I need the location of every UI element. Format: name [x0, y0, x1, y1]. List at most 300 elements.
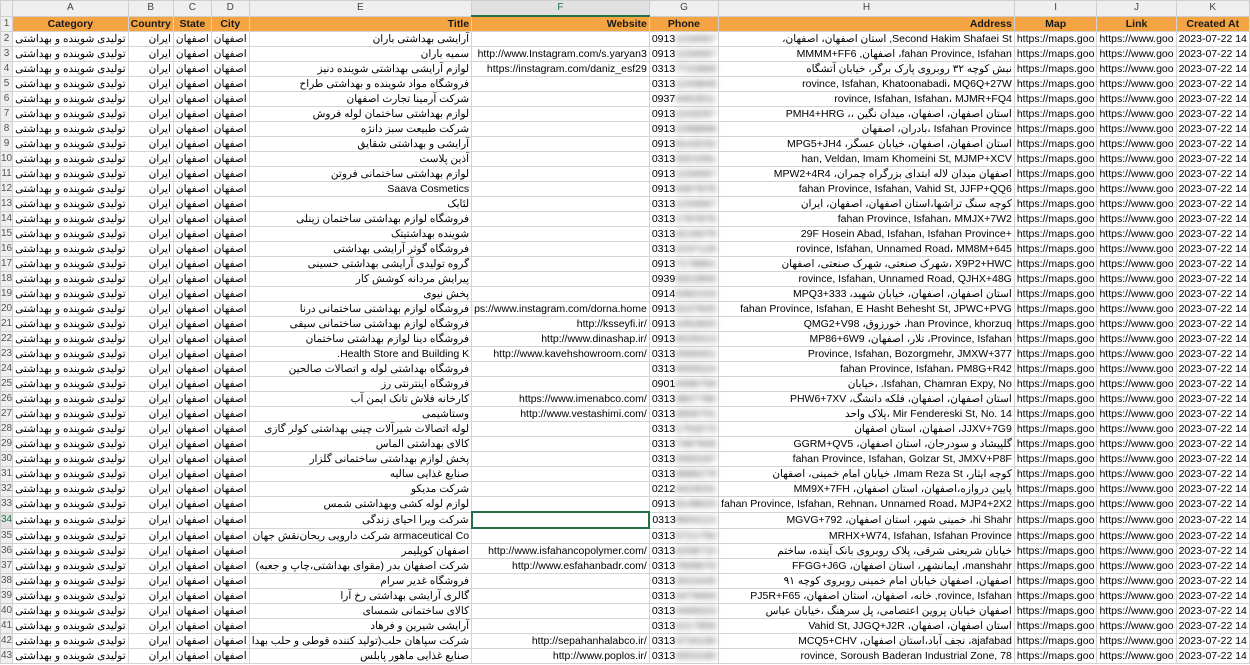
link-cell[interactable]: https://www.goo — [1097, 287, 1176, 302]
country-cell[interactable]: ایران — [128, 482, 173, 497]
phone-cell[interactable] — [649, 452, 718, 467]
website-cell[interactable]: http://www.isfahancopolymer.com/ — [472, 544, 650, 559]
row-number[interactable]: 19 — [1, 287, 13, 302]
header-cell-phone[interactable]: Phone — [649, 16, 718, 32]
map-cell[interactable]: https://maps.goo — [1014, 377, 1097, 392]
phone-cell[interactable] — [649, 407, 718, 422]
address-cell[interactable]: rovince, Isfahan, Unnamed Road, QJHX+48G — [719, 272, 1015, 287]
link-cell[interactable]: https://www.goo — [1097, 437, 1176, 452]
website-cell[interactable] — [472, 574, 650, 589]
city-cell[interactable]: اصفهان — [211, 317, 249, 332]
country-cell[interactable]: ایران — [128, 377, 173, 392]
column-header-i[interactable]: I — [1014, 1, 1097, 17]
country-cell[interactable]: ایران — [128, 497, 173, 513]
address-cell[interactable]: rovince, Soroush Baderan Industrial Zone, 78 — [719, 649, 1015, 664]
map-cell[interactable]: https://maps.goo — [1014, 122, 1097, 137]
row-number[interactable]: 35 — [1, 528, 13, 544]
created-at-cell[interactable]: 2023-07-22 14 — [1176, 137, 1249, 152]
address-cell[interactable]: استان اصفهان، اصفهان، فلکه دانشگ، PHW6+7XV — [719, 392, 1015, 407]
phone-cell[interactable] — [649, 197, 718, 212]
link-cell[interactable]: https://www.goo — [1097, 182, 1176, 197]
address-cell[interactable]: fahan Province, Isfahan, Rehnan، Unnamed Road، MJP4+2X2 — [719, 497, 1015, 513]
title-cell[interactable]: فروشگاه بهداشتی لوله و اتصالات صالحین — [249, 362, 471, 377]
select-all-corner[interactable] — [1, 1, 13, 17]
category-cell[interactable]: تولیدی شوینده و بهداشتی — [13, 77, 129, 92]
link-cell[interactable]: https://www.goo — [1097, 122, 1176, 137]
link-cell[interactable]: https://www.goo — [1097, 619, 1176, 634]
created-at-cell[interactable]: 2023-07-22 14 — [1176, 227, 1249, 242]
website-cell[interactable] — [472, 619, 650, 634]
category-cell[interactable]: تولیدی شوینده و بهداشتی — [13, 392, 129, 407]
city-cell[interactable]: اصفهان — [211, 182, 249, 197]
state-cell[interactable]: اصفهان — [173, 242, 211, 257]
address-cell[interactable]: کوچه ایثار، Imam Reza St، خیابان امام خمینی، اصفهان — [719, 467, 1015, 482]
category-cell[interactable]: تولیدی شوینده و بهداشتی — [13, 604, 129, 619]
address-cell[interactable]: rovince, Isfahan, Khatoonabadi، MQ6Q+27W — [719, 77, 1015, 92]
link-cell[interactable]: https://www.goo — [1097, 92, 1176, 107]
created-at-cell[interactable]: 2023-07-22 14 — [1176, 62, 1249, 77]
map-cell[interactable]: https://maps.goo — [1014, 512, 1097, 528]
country-cell[interactable]: ایران — [128, 77, 173, 92]
map-cell[interactable]: https://maps.goo — [1014, 227, 1097, 242]
state-cell[interactable]: اصفهان — [173, 227, 211, 242]
category-cell[interactable]: تولیدی شوینده و بهداشتی — [13, 437, 129, 452]
title-cell[interactable]: شوینده بهداشتیتک — [249, 227, 471, 242]
created-at-cell[interactable]: 2023-07-22 14 — [1176, 604, 1249, 619]
column-header-f[interactable]: F — [472, 1, 650, 17]
map-cell[interactable]: https://maps.goo — [1014, 152, 1097, 167]
city-cell[interactable]: اصفهان — [211, 257, 249, 272]
city-cell[interactable]: اصفهان — [211, 152, 249, 167]
website-cell[interactable] — [472, 512, 650, 528]
state-cell[interactable]: اصفهان — [173, 287, 211, 302]
category-cell[interactable]: تولیدی شوینده و بهداشتی — [13, 482, 129, 497]
website-cell[interactable] — [472, 272, 650, 287]
link-cell[interactable]: https://www.goo — [1097, 302, 1176, 317]
category-cell[interactable]: تولیدی شوینده و بهداشتی — [13, 317, 129, 332]
map-cell[interactable]: https://maps.goo — [1014, 62, 1097, 77]
title-cell[interactable]: کالای بهداشتی الماس — [249, 437, 471, 452]
phone-cell[interactable] — [649, 152, 718, 167]
address-cell[interactable]: استان اصفهان، اصفهان، خیابان شهید، MPQ3+333 — [719, 287, 1015, 302]
website-cell[interactable] — [472, 92, 650, 107]
website-cell[interactable] — [472, 152, 650, 167]
city-cell[interactable]: اصفهان — [211, 32, 249, 47]
phone-cell[interactable] — [649, 467, 718, 482]
address-cell[interactable]: استان اصفهان، اصفهان، خیابان عسگر، MPG5+JH4 — [719, 137, 1015, 152]
row-number[interactable]: 31 — [1, 467, 13, 482]
created-at-cell[interactable]: 2023-07-22 14 — [1176, 122, 1249, 137]
website-cell[interactable] — [472, 604, 650, 619]
map-cell[interactable]: https://maps.goo — [1014, 212, 1097, 227]
link-cell[interactable]: https://www.goo — [1097, 392, 1176, 407]
link-cell[interactable]: https://www.goo — [1097, 257, 1176, 272]
category-cell[interactable]: تولیدی شوینده و بهداشتی — [13, 649, 129, 664]
row-number[interactable]: 40 — [1, 604, 13, 619]
country-cell[interactable]: ایران — [128, 107, 173, 122]
category-cell[interactable]: تولیدی شوینده و بهداشتی — [13, 574, 129, 589]
address-cell[interactable]: han, Veldan, Imam Khomeini St, MJMP+XCV — [719, 152, 1015, 167]
country-cell[interactable]: ایران — [128, 362, 173, 377]
phone-cell[interactable] — [649, 137, 718, 152]
map-cell[interactable]: https://maps.goo — [1014, 287, 1097, 302]
link-cell[interactable]: https://www.goo — [1097, 332, 1176, 347]
created-at-cell[interactable]: 2023-07-22 14 — [1176, 482, 1249, 497]
website-cell[interactable] — [472, 467, 650, 482]
city-cell[interactable]: اصفهان — [211, 482, 249, 497]
city-cell[interactable]: اصفهان — [211, 62, 249, 77]
state-cell[interactable]: اصفهان — [173, 649, 211, 664]
category-cell[interactable]: تولیدی شوینده و بهداشتی — [13, 347, 129, 362]
map-cell[interactable]: https://maps.goo — [1014, 422, 1097, 437]
state-cell[interactable]: اصفهان — [173, 77, 211, 92]
state-cell[interactable]: اصفهان — [173, 62, 211, 77]
created-at-cell[interactable]: 2023-07-22 14 — [1176, 272, 1249, 287]
country-cell[interactable]: ایران — [128, 287, 173, 302]
country-cell[interactable]: ایران — [128, 212, 173, 227]
title-cell[interactable]: وستاشیمی — [249, 407, 471, 422]
phone-cell[interactable] — [649, 182, 718, 197]
address-cell[interactable]: fahan Province, Isfahan، MMJX+7W2 — [719, 212, 1015, 227]
state-cell[interactable]: اصفهان — [173, 197, 211, 212]
link-cell[interactable]: https://www.goo — [1097, 482, 1176, 497]
title-cell[interactable]: شرکت طبیعت سبز دانژه — [249, 122, 471, 137]
link-cell[interactable]: https://www.goo — [1097, 227, 1176, 242]
address-cell[interactable]: کوچه سنگ تراشها،استان اصفهان، اصفهان، ایران — [719, 197, 1015, 212]
row-number[interactable]: 34 — [1, 512, 13, 528]
title-cell[interactable]: لوازم آرایشی بهداشتی شوینده دنیز — [249, 62, 471, 77]
map-cell[interactable]: https://maps.goo — [1014, 392, 1097, 407]
country-cell[interactable]: ایران — [128, 152, 173, 167]
row-number[interactable]: 5 — [1, 77, 13, 92]
title-cell[interactable]: پخش نیوی — [249, 287, 471, 302]
state-cell[interactable]: اصفهان — [173, 512, 211, 528]
country-cell[interactable]: ایران — [128, 137, 173, 152]
category-cell[interactable]: تولیدی شوینده و بهداشتی — [13, 47, 129, 62]
state-cell[interactable]: اصفهان — [173, 152, 211, 167]
row-number[interactable]: 16 — [1, 242, 13, 257]
phone-cell[interactable] — [649, 559, 718, 574]
country-cell[interactable]: ایران — [128, 197, 173, 212]
phone-cell[interactable] — [649, 528, 718, 544]
created-at-cell[interactable]: 2023-07-22 14 — [1176, 347, 1249, 362]
title-cell[interactable]: لوازم بهداشتی ساختمانی فروتن — [249, 167, 471, 182]
phone-cell[interactable] — [649, 32, 718, 47]
link-cell[interactable]: https://www.goo — [1097, 242, 1176, 257]
link-cell[interactable]: https://www.goo — [1097, 634, 1176, 649]
header-cell-website[interactable]: Website — [472, 16, 650, 32]
country-cell[interactable]: ایران — [128, 272, 173, 287]
title-cell[interactable]: شرکت سپاهان حلب(تولید کننده قوطی و حلب بهدا — [249, 634, 471, 649]
country-cell[interactable]: ایران — [128, 332, 173, 347]
country-cell[interactable]: ایران — [128, 32, 173, 47]
category-cell[interactable]: تولیدی شوینده و بهداشتی — [13, 528, 129, 544]
website-cell[interactable] — [472, 137, 650, 152]
link-cell[interactable]: https://www.goo — [1097, 347, 1176, 362]
phone-cell[interactable] — [649, 107, 718, 122]
map-cell[interactable]: https://maps.goo — [1014, 362, 1097, 377]
state-cell[interactable]: اصفهان — [173, 604, 211, 619]
column-header-c[interactable]: C — [173, 1, 211, 17]
header-cell-map[interactable]: Map — [1014, 16, 1097, 32]
link-cell[interactable]: https://www.goo — [1097, 362, 1176, 377]
created-at-cell[interactable]: 2023-07-22 14 — [1176, 559, 1249, 574]
row-number[interactable]: 9 — [1, 137, 13, 152]
phone-cell[interactable] — [649, 377, 718, 392]
state-cell[interactable]: اصفهان — [173, 347, 211, 362]
country-cell[interactable]: ایران — [128, 392, 173, 407]
map-cell[interactable]: https://maps.goo — [1014, 604, 1097, 619]
created-at-cell[interactable]: 2023-07-22 14 — [1176, 497, 1249, 513]
created-at-cell[interactable]: 2023-07-22 14 — [1176, 512, 1249, 528]
state-cell[interactable]: اصفهان — [173, 122, 211, 137]
address-cell[interactable]: Mir Fendereski St, No. 14 ،پلاک واحد — [719, 407, 1015, 422]
phone-cell[interactable] — [649, 422, 718, 437]
map-cell[interactable]: https://maps.goo — [1014, 167, 1097, 182]
created-at-cell[interactable]: 2023-07-22 14 — [1176, 152, 1249, 167]
phone-cell[interactable] — [649, 437, 718, 452]
header-cell-state[interactable]: State — [173, 16, 211, 32]
city-cell[interactable]: اصفهان — [211, 467, 249, 482]
city-cell[interactable]: اصفهان — [211, 47, 249, 62]
map-cell[interactable]: https://maps.goo — [1014, 182, 1097, 197]
created-at-cell[interactable]: 2023-07-22 14 — [1176, 634, 1249, 649]
city-cell[interactable]: اصفهان — [211, 242, 249, 257]
state-cell[interactable]: اصفهان — [173, 452, 211, 467]
city-cell[interactable]: اصفهان — [211, 407, 249, 422]
row-number[interactable]: 41 — [1, 619, 13, 634]
category-cell[interactable]: تولیدی شوینده و بهداشتی — [13, 227, 129, 242]
website-cell[interactable] — [472, 452, 650, 467]
map-cell[interactable]: https://maps.goo — [1014, 47, 1097, 62]
category-cell[interactable]: تولیدی شوینده و بهداشتی — [13, 152, 129, 167]
address-cell[interactable]: Province, Isfahan, Bozorgmehr, JMXW+377 — [719, 347, 1015, 362]
row-number[interactable]: 1 — [1, 16, 13, 32]
category-cell[interactable]: تولیدی شوینده و بهداشتی — [13, 377, 129, 392]
link-cell[interactable]: https://www.goo — [1097, 62, 1176, 77]
title-cell[interactable]: لوله اتصالات شیرآلات چینی بهداشتی کولر گازی — [249, 422, 471, 437]
website-cell[interactable] — [472, 528, 650, 544]
country-cell[interactable]: ایران — [128, 317, 173, 332]
country-cell[interactable]: ایران — [128, 544, 173, 559]
title-cell[interactable]: آذین پلاست — [249, 152, 471, 167]
category-cell[interactable]: تولیدی شوینده و بهداشتی — [13, 302, 129, 317]
created-at-cell[interactable]: 2023-07-22 14 — [1176, 437, 1249, 452]
map-cell[interactable]: https://maps.goo — [1014, 197, 1097, 212]
created-at-cell[interactable]: 2023-07-22 14 — [1176, 589, 1249, 604]
website-cell[interactable]: http://www.vestashimi.com/ — [472, 407, 650, 422]
title-cell[interactable]: فروشگاه دینا لوازم بهداشتی ساختمان — [249, 332, 471, 347]
city-cell[interactable]: اصفهان — [211, 392, 249, 407]
map-cell[interactable]: https://maps.goo — [1014, 437, 1097, 452]
address-cell[interactable]: Isfahan, Chamran Expy, No. ،خیابان — [719, 377, 1015, 392]
website-cell[interactable]: ps://www.instagram.com/dorna.home — [472, 302, 650, 317]
map-cell[interactable]: https://maps.goo — [1014, 589, 1097, 604]
map-cell[interactable]: https://maps.goo — [1014, 452, 1097, 467]
category-cell[interactable]: تولیدی شوینده و بهداشتی — [13, 272, 129, 287]
country-cell[interactable]: ایران — [128, 512, 173, 528]
website-cell[interactable] — [472, 257, 650, 272]
website-cell[interactable] — [472, 122, 650, 137]
created-at-cell[interactable]: 2023-07-22 14 — [1176, 407, 1249, 422]
category-cell[interactable]: تولیدی شوینده و بهداشتی — [13, 422, 129, 437]
link-cell[interactable]: https://www.goo — [1097, 197, 1176, 212]
website-cell[interactable] — [472, 589, 650, 604]
phone-cell[interactable] — [649, 619, 718, 634]
phone-cell[interactable] — [649, 544, 718, 559]
country-cell[interactable]: ایران — [128, 589, 173, 604]
created-at-cell[interactable]: 2023-07-22 14 — [1176, 392, 1249, 407]
category-cell[interactable]: تولیدی شوینده و بهداشتی — [13, 362, 129, 377]
link-cell[interactable]: https://www.goo — [1097, 497, 1176, 513]
city-cell[interactable]: اصفهان — [211, 197, 249, 212]
city-cell[interactable]: اصفهان — [211, 167, 249, 182]
row-number[interactable]: 3 — [1, 47, 13, 62]
state-cell[interactable]: اصفهان — [173, 544, 211, 559]
title-cell[interactable]: لئابک — [249, 197, 471, 212]
website-cell[interactable] — [472, 497, 650, 513]
website-cell[interactable]: http://www.Instagram.com/s.yaryan3 — [472, 47, 650, 62]
address-cell[interactable]: MRHX+W74, Isfahan, Isfahan Province — [719, 528, 1015, 544]
map-cell[interactable]: https://maps.goo — [1014, 317, 1097, 332]
created-at-cell[interactable]: 2023-07-22 14 — [1176, 467, 1249, 482]
state-cell[interactable]: اصفهان — [173, 559, 211, 574]
row-number[interactable]: 32 — [1, 482, 13, 497]
created-at-cell[interactable]: 2023-07-22 14 — [1176, 77, 1249, 92]
row-number[interactable]: 39 — [1, 589, 13, 604]
created-at-cell[interactable]: 2023-07-22 14 — [1176, 212, 1249, 227]
map-cell[interactable]: https://maps.goo — [1014, 634, 1097, 649]
address-cell[interactable]: JJXV+7G9، اصفهان، استان اصفهان — [719, 422, 1015, 437]
column-header-a[interactable]: A — [13, 1, 129, 17]
city-cell[interactable]: اصفهان — [211, 574, 249, 589]
link-cell[interactable]: https://www.goo — [1097, 422, 1176, 437]
country-cell[interactable]: ایران — [128, 122, 173, 137]
category-cell[interactable]: تولیدی شوینده و بهداشتی — [13, 62, 129, 77]
city-cell[interactable]: اصفهان — [211, 559, 249, 574]
city-cell[interactable]: اصفهان — [211, 649, 249, 664]
category-cell[interactable]: تولیدی شوینده و بهداشتی — [13, 512, 129, 528]
country-cell[interactable]: ایران — [128, 559, 173, 574]
website-cell[interactable] — [472, 422, 650, 437]
phone-cell[interactable] — [649, 482, 718, 497]
country-cell[interactable]: ایران — [128, 407, 173, 422]
link-cell[interactable]: https://www.goo — [1097, 317, 1176, 332]
created-at-cell[interactable]: 2023-07-22 14 — [1176, 619, 1249, 634]
link-cell[interactable]: https://www.goo — [1097, 407, 1176, 422]
city-cell[interactable]: اصفهان — [211, 347, 249, 362]
link-cell[interactable]: https://www.goo — [1097, 574, 1176, 589]
city-cell[interactable]: اصفهان — [211, 287, 249, 302]
row-number[interactable]: 6 — [1, 92, 13, 107]
city-cell[interactable]: اصفهان — [211, 302, 249, 317]
header-cell-created-at[interactable]: Created At — [1176, 16, 1249, 32]
city-cell[interactable]: اصفهان — [211, 589, 249, 604]
state-cell[interactable]: اصفهان — [173, 302, 211, 317]
row-number[interactable]: 23 — [1, 347, 13, 362]
map-cell[interactable]: https://maps.goo — [1014, 257, 1097, 272]
title-cell[interactable]: صنایع غذایی ماهور پابلس — [249, 649, 471, 664]
row-number[interactable]: 21 — [1, 317, 13, 332]
category-cell[interactable]: تولیدی شوینده و بهداشتی — [13, 167, 129, 182]
row-number[interactable]: 37 — [1, 559, 13, 574]
title-cell[interactable]: شرکت آرمینا تجارت اصفهان — [249, 92, 471, 107]
state-cell[interactable]: اصفهان — [173, 167, 211, 182]
row-number[interactable]: 7 — [1, 107, 13, 122]
phone-cell[interactable] — [649, 347, 718, 362]
title-cell[interactable]: فروشگاه لوازم بهداشتی ساختمانی سیفی — [249, 317, 471, 332]
city-cell[interactable]: اصفهان — [211, 604, 249, 619]
title-cell[interactable]: پیرایش مردانه کوشش کار — [249, 272, 471, 287]
website-cell[interactable] — [472, 197, 650, 212]
link-cell[interactable]: https://www.goo — [1097, 272, 1176, 287]
row-number[interactable]: 28 — [1, 422, 13, 437]
website-cell[interactable]: https://www.imenabco.com/ — [472, 392, 650, 407]
title-cell[interactable]: آرایشی شیرین و فرهاد — [249, 619, 471, 634]
row-number[interactable]: 29 — [1, 437, 13, 452]
category-cell[interactable]: تولیدی شوینده و بهداشتی — [13, 497, 129, 513]
address-cell[interactable]: خیابان شریعتی شرقی، پلاک روبروی بانک آینده، ساختم — [719, 544, 1015, 559]
row-number[interactable]: 25 — [1, 377, 13, 392]
map-cell[interactable]: https://maps.goo — [1014, 528, 1097, 544]
link-cell[interactable]: https://www.goo — [1097, 467, 1176, 482]
row-number[interactable]: 22 — [1, 332, 13, 347]
created-at-cell[interactable]: 2023-07-22 14 — [1176, 317, 1249, 332]
column-header-d[interactable]: D — [211, 1, 249, 17]
phone-cell[interactable] — [649, 122, 718, 137]
row-number[interactable]: 30 — [1, 452, 13, 467]
phone-cell[interactable] — [649, 92, 718, 107]
state-cell[interactable]: اصفهان — [173, 497, 211, 513]
state-cell[interactable]: اصفهان — [173, 317, 211, 332]
state-cell[interactable]: اصفهان — [173, 392, 211, 407]
created-at-cell[interactable]: 2023-07-22 14 — [1176, 107, 1249, 122]
country-cell[interactable]: ایران — [128, 302, 173, 317]
map-cell[interactable]: https://maps.goo — [1014, 497, 1097, 513]
website-cell[interactable] — [472, 242, 650, 257]
state-cell[interactable]: اصفهان — [173, 137, 211, 152]
state-cell[interactable]: اصفهان — [173, 422, 211, 437]
map-cell[interactable]: https://maps.goo — [1014, 649, 1097, 664]
created-at-cell[interactable]: 2023-07-22 14 — [1176, 649, 1249, 664]
address-cell[interactable]: fahan Province, Isfahan، اصفهان, MMMM+FF6 — [719, 47, 1015, 62]
created-at-cell[interactable]: 2023-07-22 14 — [1176, 332, 1249, 347]
country-cell[interactable]: ایران — [128, 257, 173, 272]
created-at-cell[interactable]: 2023-07-22 14 — [1176, 362, 1249, 377]
title-cell[interactable]: کارخانه فلاش تانک ایمن آب — [249, 392, 471, 407]
website-cell[interactable] — [472, 227, 650, 242]
phone-cell[interactable] — [649, 272, 718, 287]
address-cell[interactable]: fahan Province, Isfahan, Golzar St, JMXV+P8F — [719, 452, 1015, 467]
state-cell[interactable]: اصفهان — [173, 467, 211, 482]
link-cell[interactable]: https://www.goo — [1097, 77, 1176, 92]
link-cell[interactable]: https://www.goo — [1097, 167, 1176, 182]
link-cell[interactable]: https://www.goo — [1097, 32, 1176, 47]
title-cell[interactable]: armaceutical Co شرکت دارویی ریحان‌نقش جهان — [249, 528, 471, 544]
address-cell[interactable]: Second Hakim Shafaei St, استان اصفهان، اصفهان، — [719, 32, 1015, 47]
row-number[interactable]: 36 — [1, 544, 13, 559]
title-cell[interactable]: سمیه باران — [249, 47, 471, 62]
row-number[interactable]: 17 — [1, 257, 13, 272]
row-number[interactable]: 18 — [1, 272, 13, 287]
state-cell[interactable]: اصفهان — [173, 257, 211, 272]
country-cell[interactable]: ایران — [128, 619, 173, 634]
category-cell[interactable]: تولیدی شوینده و بهداشتی — [13, 287, 129, 302]
city-cell[interactable]: اصفهان — [211, 452, 249, 467]
website-cell[interactable] — [472, 482, 650, 497]
title-cell[interactable]: آرایشی بهداشتی باران — [249, 32, 471, 47]
country-cell[interactable]: ایران — [128, 167, 173, 182]
